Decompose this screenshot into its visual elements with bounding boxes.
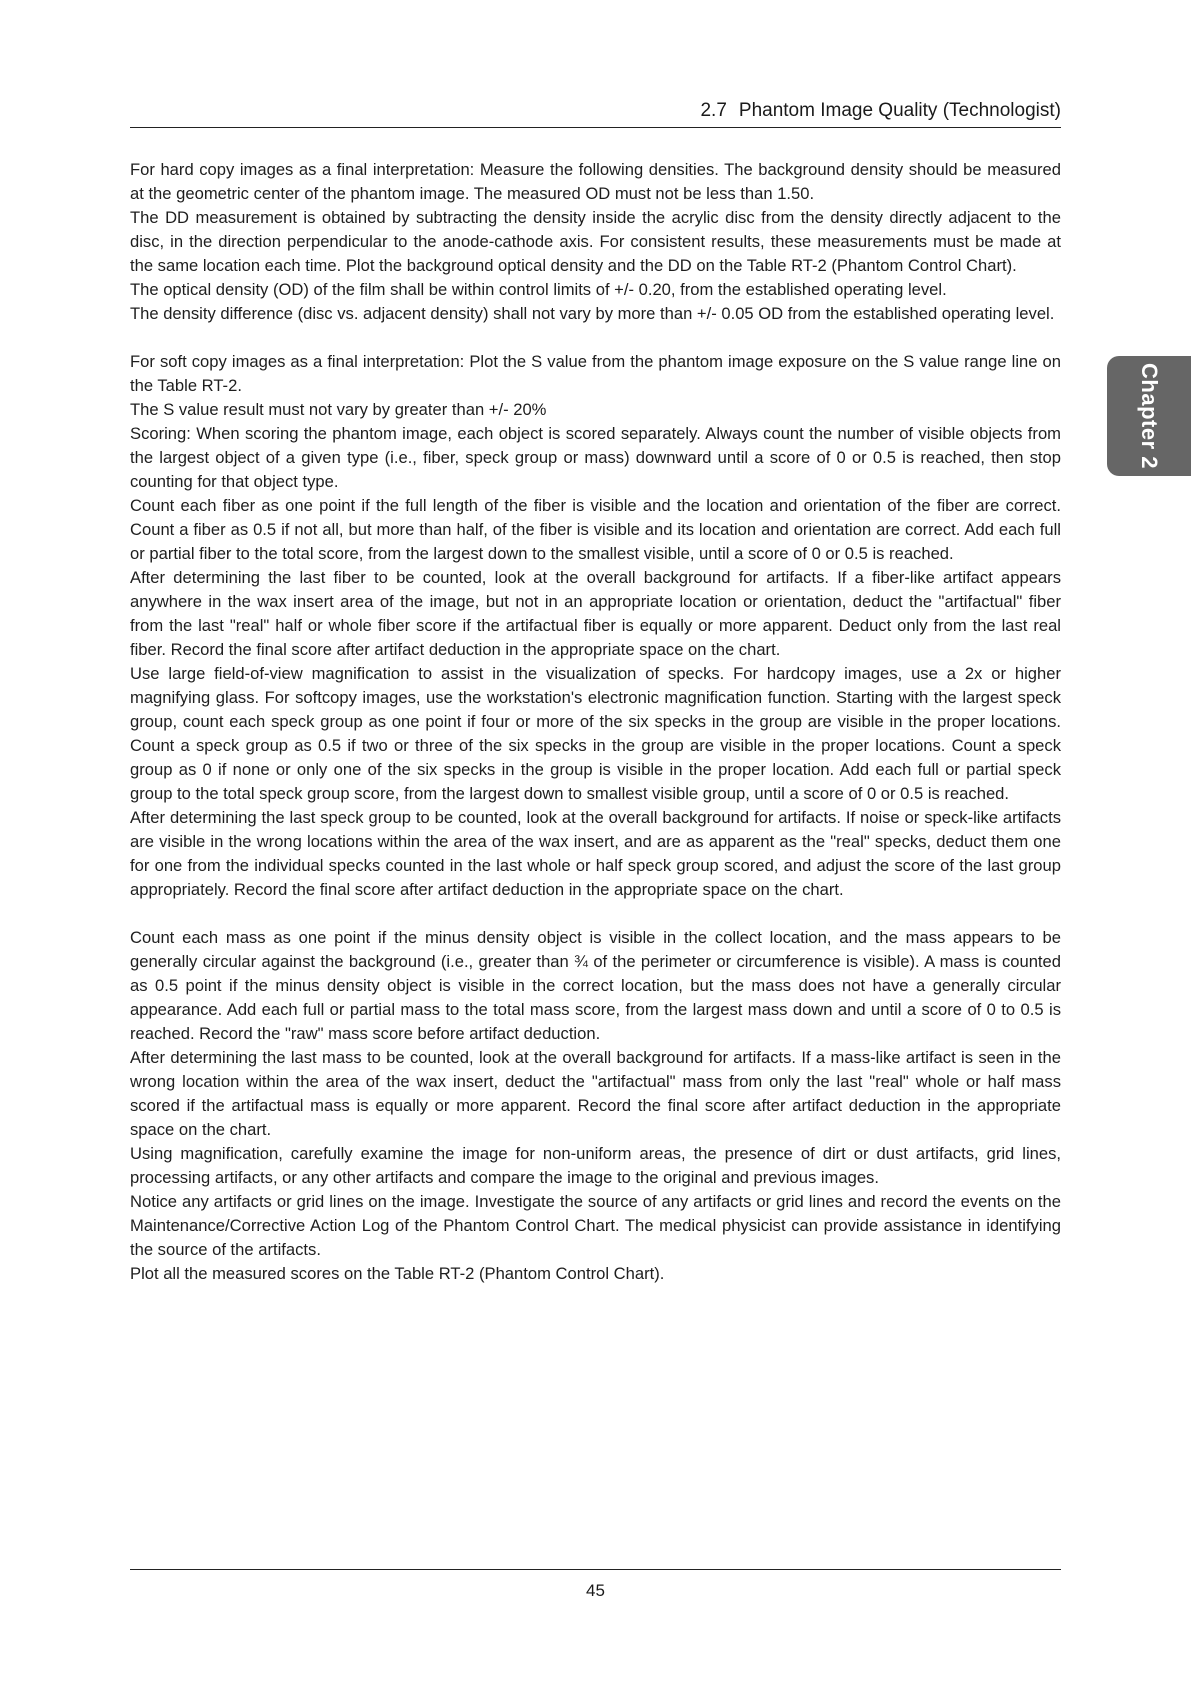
paragraph-density-difference: The density difference (disc vs. adjacent density) shall not vary by more than +/- 0.05 OD from the established operating level. — [130, 304, 1055, 323]
paragraph-plot-scores: Plot all the measured scores on the Table RT-2 (Phantom Control Chart). — [130, 1264, 665, 1283]
paragraph-mass-artifacts: After determining the last mass to be counted, look at the overall background for artifacts. If a mass-like artifact is seen in the wrong location within the area of the wax insert, deduct the "artifactual" mass from only the last "real" whole or half mass scored if the artifactual mass is equally or more apparent. Record the final score after artifact deduction in the appropriate space on the chart. — [130, 1048, 1061, 1139]
chapter-tab-label: Chapter 2 — [1137, 363, 1162, 469]
paragraph-fiber-artifacts: After determining the last fiber to be counted, look at the overall background for artifacts. If a fiber-like artifact appears anywhere in the wax insert area of the image, but not in an appropriate location or orientation, deduct the "artifactual" fiber from the last "real" half or whole fiber score if the artifactual fiber is equally or more apparent. Deduct only from the last real fiber. Record the final score after artifact deduction in the appropriate space on the chart. — [130, 568, 1061, 659]
footer-rule — [130, 1569, 1061, 1570]
paragraph-dd-measurement: The DD measurement is obtained by subtracting the density inside the acrylic disc from the density directly adjacent to the disc, in the direction perpendicular to the anode-cathode axis. For consistent results, these measurements must be made at the same location each time. Plot the background optical density and the DD on the Table RT-2 (Phantom Control Chart). — [130, 208, 1061, 275]
paragraph-speck-magnification: Use large field-of-view magnification to assist in the visualization of specks. For hardcopy images, use a 2x or higher magnifying glass. For softcopy images, use the workstation's electronic magnification function. Starting with the largest speck group, count each speck group as one point if four or more of the six specks in the group are visible in the proper locations. Count a speck group as 0.5 if two or three of the six specks in the group are visible in the proper locations. Count a speck group as 0 if none or only one of the six specks in the group is visible in the proper location. Add each full or partial speck group to the total speck group score, from the largest down to smallest visible group, until a score of 0 or 0.5 is reached. — [130, 664, 1061, 803]
paragraph-artifact-log: Notice any artifacts or grid lines on the image. Investigate the source of any artifacts or grid lines and record the events on the Maintenance/Corrective Action Log of the Phantom Control Chart. The medical physicist can provide assistance in identifying the source of the artifacts. — [130, 1192, 1061, 1259]
paragraph-s-value-limit: The S value result must not vary by greater than +/- 20% — [130, 400, 547, 419]
paragraph-hardcopy-densities: For hard copy images as a final interpretation: Measure the following densities. The background density should be measured at the geometric center of the phantom image. The measured OD must not be less than 1.50. — [130, 160, 1061, 203]
paragraph-od-control-limits: The optical density (OD) of the film shall be within control limits of +/- 0.20, from the established operating level. — [130, 280, 947, 299]
paragraph-mass-count: Count each mass as one point if the minus density object is visible in the collect location, and the mass appears to be generally circular against the background (i.e., greater than ¾ of the perimeter or circumference is visible). A mass is counted as 0.5 point if the minus density object is visible in the correct location, but the mass does not have a generally circular appearance. Add each full or partial mass to the total mass score, from the largest mass down and until a score of 0 to 0.5 is reached. Record the "raw" mass score before artifact deduction. — [130, 928, 1061, 1043]
paragraph-scoring: Scoring: When scoring the phantom image, each object is scored separately. Always count the number of visible objects from the largest object of a given type (i.e., fiber, speck group or mass) downward until a score of 0 or 0.5 is reached, then stop counting for that object type. — [130, 424, 1061, 491]
paragraph-magnification-exam: Using magnification, carefully examine the image for non-uniform areas, the presence of dirt or dust artifacts, grid lines, processing artifacts, or any other artifacts and compare the image to the original and previous images. — [130, 1144, 1061, 1187]
paragraph-speck-artifacts: After determining the last speck group to be counted, look at the overall background for artifacts. If noise or speck-like artifacts are visible in the wrong locations within the area of the wax insert, and are as apparent as the "real" specks, deduct them one for one from the individual specks counted in the last whole or half speck group scored, and adjust the score of the last group appropriately. Record the final score after artifact deduction in the appropriate space on the chart. — [130, 808, 1061, 899]
section-title: Phantom Image Quality (Technologist) — [738, 100, 1061, 121]
section-number: 2.7 — [700, 100, 727, 121]
body-text — [130, 158, 1061, 1286]
page-number: 45 — [586, 1581, 605, 1600]
paragraph-fiber-count: Count each fiber as one point if the full length of the fiber is visible and the location and orientation of the fiber are correct. Count a fiber as 0.5 if not all, but more than half, of the fiber is visible and its location and orientation are correct. Add each full or partial fiber to the total score, from the largest down to the smallest visible, until a score of 0 or 0.5 is reached. — [130, 496, 1061, 563]
chapter-tab — [1107, 356, 1191, 476]
paragraph-softcopy-s-value: For soft copy images as a final interpretation: Plot the S value from the phantom image exposure on the S value range line on the Table RT-2. — [130, 352, 1061, 395]
running-header — [130, 97, 1061, 128]
